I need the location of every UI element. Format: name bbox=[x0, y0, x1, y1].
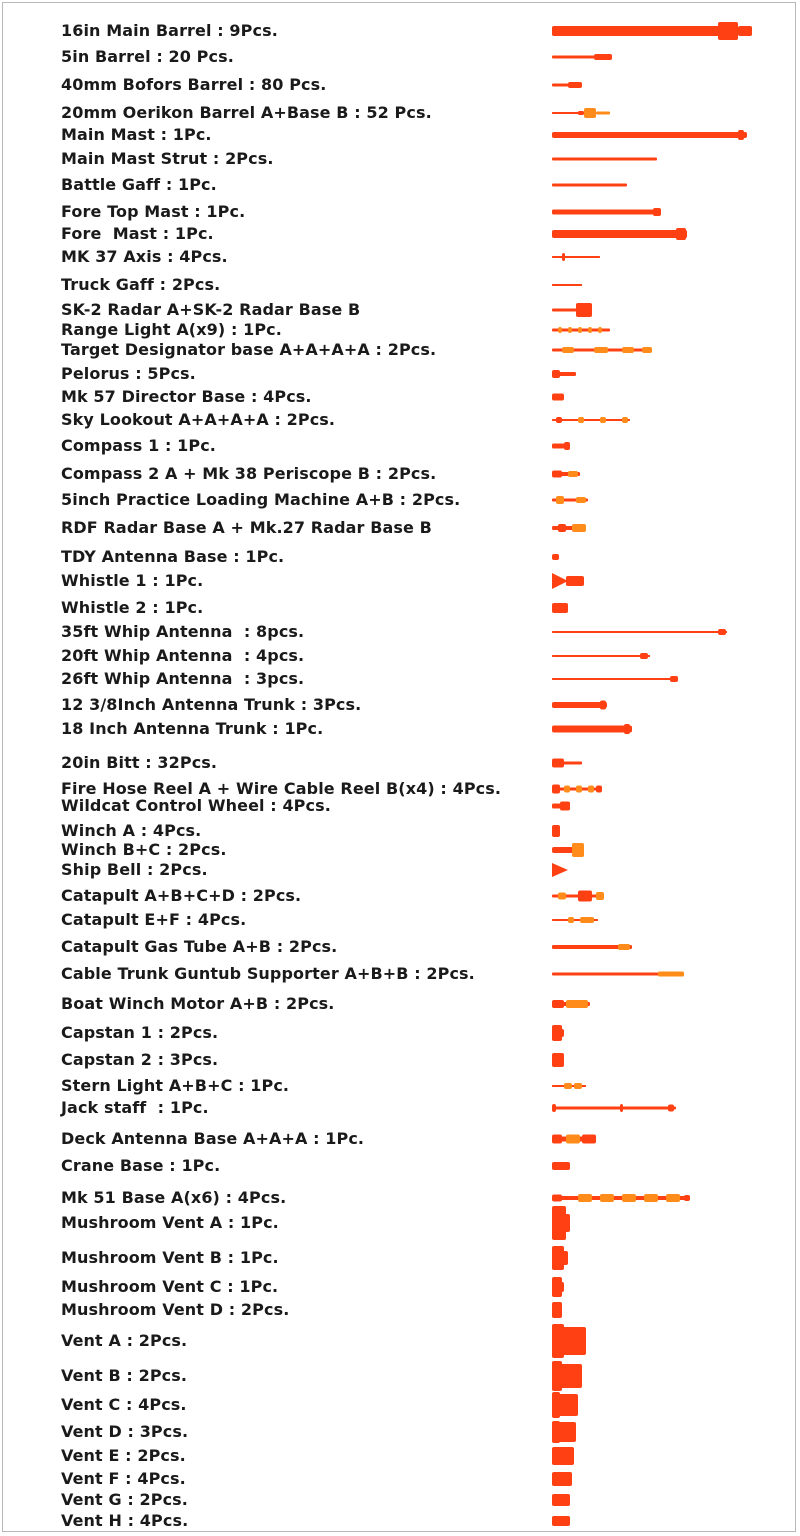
part-shape bbox=[552, 210, 657, 215]
part-shape bbox=[552, 1494, 570, 1506]
list-item bbox=[3, 1510, 797, 1532]
list-item bbox=[3, 993, 797, 1015]
whip-antenna-26ft-icon bbox=[548, 668, 768, 690]
part-shape bbox=[568, 471, 578, 477]
list-item bbox=[3, 1330, 797, 1352]
list-item bbox=[3, 246, 797, 268]
part-shape bbox=[552, 394, 564, 401]
list-item bbox=[3, 1097, 797, 1119]
part-shape bbox=[576, 497, 586, 503]
part-shape bbox=[552, 1361, 562, 1391]
part-shape bbox=[552, 726, 632, 733]
part-shape bbox=[552, 847, 574, 853]
part-shape bbox=[552, 1324, 564, 1358]
part-label: Mushroom Vent D : 2Pcs. bbox=[61, 1300, 290, 1319]
part-label: Mk 51 Base A(x6) : 4Pcs. bbox=[61, 1188, 287, 1207]
part-label: 16in Main Barrel : 9Pcs. bbox=[61, 21, 278, 40]
part-shape bbox=[640, 653, 648, 659]
list-item bbox=[3, 909, 797, 931]
stern-light-icon bbox=[548, 1075, 768, 1097]
part-label: SK-2 Radar A+SK-2 Radar Base B bbox=[61, 300, 361, 319]
antenna-trunk-18in-icon bbox=[548, 718, 768, 740]
part-shape bbox=[653, 208, 661, 216]
compass-1-icon bbox=[548, 435, 768, 457]
list-item bbox=[3, 1128, 797, 1150]
part-shape bbox=[564, 1083, 572, 1089]
part-label: RDF Radar Base A + Mk.27 Radar Base B bbox=[61, 518, 432, 537]
wildcat-wheel-icon bbox=[548, 795, 768, 817]
catapult-abcd-icon bbox=[548, 885, 768, 907]
part-label: Vent H : 4Pcs. bbox=[61, 1511, 189, 1530]
part-shape bbox=[618, 944, 630, 950]
vent-b-icon bbox=[548, 1365, 768, 1387]
part-shape bbox=[560, 1029, 564, 1037]
list-item bbox=[3, 386, 797, 408]
part-label: MK 37 Axis : 4Pcs. bbox=[61, 247, 228, 266]
part-shape bbox=[676, 228, 686, 240]
list-item bbox=[3, 718, 797, 740]
part-shape bbox=[588, 327, 592, 333]
list-item bbox=[3, 694, 797, 716]
bofors-barrel-icon bbox=[548, 74, 768, 96]
part-shape bbox=[582, 1135, 596, 1144]
part-shape bbox=[552, 1195, 562, 1202]
part-label: Catapult Gas Tube A+B : 2Pcs. bbox=[61, 937, 338, 956]
range-light-icon bbox=[548, 319, 768, 341]
part-label: Battle Gaff : 1Pc. bbox=[61, 175, 217, 194]
loading-machine-icon bbox=[548, 489, 768, 511]
part-shape bbox=[596, 892, 604, 900]
list-item bbox=[3, 795, 797, 817]
part-shape bbox=[600, 1194, 614, 1202]
list-item bbox=[3, 963, 797, 985]
part-shape bbox=[578, 327, 582, 333]
catapult-gas-tube-icon bbox=[548, 936, 768, 958]
list-item bbox=[3, 517, 797, 539]
part-label: Compass 1 : 1Pc. bbox=[61, 436, 216, 455]
part-label: Cable Trunk Guntub Supporter A+B+B : 2Pcs. bbox=[61, 964, 475, 983]
part-shape bbox=[584, 108, 596, 118]
cable-trunk-supporter-icon bbox=[548, 963, 768, 985]
jack-staff-icon bbox=[548, 1097, 768, 1119]
whip-antenna-20ft-icon bbox=[548, 645, 768, 667]
part-shape bbox=[552, 1053, 564, 1067]
part-shape bbox=[552, 1135, 562, 1144]
mk37-axis-icon bbox=[548, 246, 768, 268]
part-shape bbox=[552, 132, 747, 138]
part-shape bbox=[670, 676, 678, 682]
part-label: 35ft Whip Antenna : 8pcs. bbox=[61, 622, 305, 641]
part-shape bbox=[642, 347, 652, 353]
capstan-2-icon bbox=[548, 1049, 768, 1071]
part-shape bbox=[622, 1194, 636, 1202]
list-item bbox=[3, 936, 797, 958]
crane-base-icon bbox=[548, 1155, 768, 1177]
part-shape bbox=[552, 1000, 564, 1008]
part-shape bbox=[552, 184, 627, 187]
part-shape bbox=[600, 417, 606, 423]
list-item bbox=[3, 859, 797, 881]
mk57-director-base-icon bbox=[548, 386, 768, 408]
part-shape bbox=[552, 1302, 562, 1318]
list-item bbox=[3, 74, 797, 96]
vent-d-icon bbox=[548, 1421, 768, 1443]
part-shape bbox=[552, 370, 560, 378]
part-label: Vent B : 2Pcs. bbox=[61, 1366, 188, 1385]
part-label: Sky Lookout A+A+A+A : 2Pcs. bbox=[61, 410, 336, 429]
list-item bbox=[3, 1276, 797, 1298]
part-label: 40mm Bofors Barrel : 80 Pcs. bbox=[61, 75, 327, 94]
battle-gaff-icon bbox=[548, 174, 768, 196]
barrel-16in-icon bbox=[548, 20, 768, 42]
part-shape bbox=[622, 347, 634, 353]
part-shape bbox=[568, 917, 574, 923]
part-shape bbox=[564, 442, 570, 450]
winch-bc-icon bbox=[548, 839, 768, 861]
part-label: Vent E : 2Pcs. bbox=[61, 1446, 186, 1465]
part-label: Mushroom Vent B : 1Pc. bbox=[61, 1248, 279, 1267]
part-label: 26ft Whip Antenna : 3pcs. bbox=[61, 669, 305, 688]
list-item bbox=[3, 20, 797, 42]
part-label: TDY Antenna Base : 1Pc. bbox=[61, 547, 285, 566]
list-item bbox=[3, 1247, 797, 1269]
part-shape bbox=[552, 1421, 560, 1443]
list-item bbox=[3, 1468, 797, 1490]
part-label: Main Mast : 1Pc. bbox=[61, 125, 212, 144]
list-item bbox=[3, 1445, 797, 1467]
part-shape bbox=[600, 701, 606, 710]
list-item bbox=[3, 435, 797, 457]
vent-f-icon bbox=[548, 1468, 768, 1490]
list-item bbox=[3, 489, 797, 511]
whistle-1-icon bbox=[548, 570, 768, 592]
part-shape bbox=[684, 1195, 690, 1201]
barrel-5in-icon bbox=[548, 46, 768, 68]
part-label: Compass 2 A + Mk 38 Periscope B : 2Pcs. bbox=[61, 464, 437, 483]
fore-mast-icon bbox=[548, 223, 768, 245]
boat-winch-motor-icon bbox=[548, 993, 768, 1015]
mushroom-vent-a-icon bbox=[548, 1212, 768, 1234]
part-label: Capstan 2 : 3Pcs. bbox=[61, 1050, 219, 1069]
capstan-1-icon bbox=[548, 1022, 768, 1044]
part-shape bbox=[596, 112, 610, 115]
part-shape bbox=[576, 303, 592, 317]
catapult-ef-icon bbox=[548, 909, 768, 931]
main-mast-strut-icon bbox=[548, 148, 768, 170]
vent-g-icon bbox=[548, 1489, 768, 1511]
part-label: Mushroom Vent A : 1Pc. bbox=[61, 1213, 279, 1232]
list-item bbox=[3, 546, 797, 568]
part-shape bbox=[556, 417, 562, 423]
part-shape bbox=[658, 972, 684, 977]
part-shape bbox=[552, 759, 564, 768]
part-label: Vent C : 4Pcs. bbox=[61, 1395, 187, 1414]
list-item bbox=[3, 274, 797, 296]
list-item bbox=[3, 319, 797, 341]
part-shape bbox=[580, 917, 594, 923]
part-shape bbox=[666, 1194, 680, 1202]
deck-antenna-base-icon bbox=[548, 1128, 768, 1150]
part-shape bbox=[552, 702, 607, 708]
part-shape bbox=[568, 327, 572, 333]
part-label: Pelorus : 5Pcs. bbox=[61, 364, 196, 383]
list-item bbox=[3, 46, 797, 68]
part-shape bbox=[552, 1392, 560, 1418]
oerlikon-barrel-icon bbox=[548, 102, 768, 124]
ship-bell-icon bbox=[548, 859, 768, 881]
part-shape bbox=[562, 1214, 570, 1232]
part-label: Vent G : 2Pcs. bbox=[61, 1490, 188, 1509]
part-shape bbox=[552, 230, 687, 238]
part-shape bbox=[718, 22, 738, 40]
part-label: 20ft Whip Antenna : 4pcs. bbox=[61, 646, 305, 665]
part-label: Fire Hose Reel A + Wire Cable Reel B(x4) : 4Pcs. bbox=[61, 779, 502, 798]
part-shape bbox=[566, 1135, 580, 1144]
part-shape bbox=[558, 524, 566, 532]
part-label: Catapult E+F : 4Pcs. bbox=[61, 910, 247, 929]
part-label: Winch A : 4Pcs. bbox=[61, 821, 202, 840]
list-item bbox=[3, 1022, 797, 1044]
list-item bbox=[3, 885, 797, 907]
part-shape bbox=[552, 1516, 570, 1526]
part-shape bbox=[594, 54, 612, 60]
list-item bbox=[3, 1187, 797, 1209]
part-label: Deck Antenna Base A+A+A : 1Pc. bbox=[61, 1129, 365, 1148]
list-item bbox=[3, 223, 797, 245]
part-shape bbox=[568, 82, 582, 88]
part-shape bbox=[572, 843, 584, 857]
part-label: Boat Winch Motor A+B : 2Pcs. bbox=[61, 994, 335, 1013]
part-shape bbox=[566, 576, 584, 586]
tdy-antenna-base-icon bbox=[548, 546, 768, 568]
part-label: 18 Inch Antenna Trunk : 1Pc. bbox=[61, 719, 324, 738]
list-item bbox=[3, 299, 797, 321]
part-shape bbox=[566, 1163, 570, 1169]
part-shape bbox=[552, 1107, 676, 1110]
compass-2-periscope-icon bbox=[548, 463, 768, 485]
part-label: Target Designator base A+A+A+A : 2Pcs. bbox=[61, 340, 437, 359]
part-shape bbox=[624, 724, 630, 734]
part-label: 5inch Practice Loading Machine A+B : 2Pcs. bbox=[61, 490, 461, 509]
part-shape bbox=[552, 655, 650, 657]
part-shape bbox=[552, 26, 727, 36]
part-label: Capstan 1 : 2Pcs. bbox=[61, 1023, 219, 1042]
list-item bbox=[3, 1489, 797, 1511]
list-item bbox=[3, 1155, 797, 1177]
vent-e-icon bbox=[548, 1445, 768, 1467]
list-item bbox=[3, 1394, 797, 1416]
part-shape bbox=[552, 825, 560, 837]
list-item bbox=[3, 1421, 797, 1443]
part-shape bbox=[552, 256, 600, 258]
list-item bbox=[3, 597, 797, 619]
part-label: 20in Bitt : 32Pcs. bbox=[61, 753, 218, 772]
list-item bbox=[3, 1299, 797, 1321]
part-label: Fore Mast : 1Pc. bbox=[61, 224, 214, 243]
part-shape bbox=[562, 347, 574, 353]
list-item bbox=[3, 839, 797, 861]
mushroom-vent-b-icon bbox=[548, 1247, 768, 1269]
part-shape bbox=[588, 786, 594, 793]
part-shape bbox=[578, 1194, 592, 1202]
part-shape bbox=[552, 1472, 572, 1486]
list-item bbox=[3, 1075, 797, 1097]
part-shape bbox=[556, 496, 564, 504]
part-label: Main Mast Strut : 2Pcs. bbox=[61, 149, 274, 168]
bitt-icon bbox=[548, 752, 768, 774]
mk51-base-icon bbox=[548, 1187, 768, 1209]
part-label: Whistle 2 : 1Pc. bbox=[61, 598, 204, 617]
part-shape bbox=[576, 786, 582, 793]
list-item bbox=[3, 339, 797, 361]
part-shape bbox=[566, 1000, 588, 1008]
mushroom-vent-c-icon bbox=[548, 1276, 768, 1298]
part-shape bbox=[552, 603, 568, 613]
list-item bbox=[3, 102, 797, 124]
part-label: Whistle 1 : 1Pc. bbox=[61, 571, 204, 590]
list-item bbox=[3, 621, 797, 643]
part-shape bbox=[552, 1104, 556, 1112]
sky-lookout-icon bbox=[548, 409, 768, 431]
vent-a-icon bbox=[548, 1330, 768, 1352]
part-shape bbox=[552, 309, 578, 312]
part-label: Winch B+C : 2Pcs. bbox=[61, 840, 227, 859]
list-item bbox=[3, 752, 797, 774]
part-label: Stern Light A+B+C : 1Pc. bbox=[61, 1076, 290, 1095]
list-item bbox=[3, 645, 797, 667]
part-shape bbox=[552, 785, 560, 794]
part-shape bbox=[578, 111, 584, 115]
list-item bbox=[3, 668, 797, 690]
part-shape bbox=[552, 471, 562, 478]
part-shape bbox=[620, 1104, 623, 1112]
part-shape bbox=[644, 1194, 658, 1202]
part-label: Vent A : 2Pcs. bbox=[61, 1331, 188, 1350]
rdf-radar-base-icon bbox=[548, 517, 768, 539]
part-shape bbox=[552, 1447, 574, 1465]
part-shape bbox=[574, 1083, 582, 1089]
part-label: Wildcat Control Wheel : 4Pcs. bbox=[61, 796, 331, 815]
part-shape bbox=[562, 1251, 568, 1265]
part-label: Crane Base : 1Pc. bbox=[61, 1156, 221, 1175]
vent-h-icon bbox=[548, 1510, 768, 1532]
part-shape bbox=[552, 554, 559, 560]
part-shape bbox=[564, 786, 570, 793]
part-label: Vent D : 3Pcs. bbox=[61, 1422, 189, 1441]
whistle-2-icon bbox=[548, 597, 768, 619]
pelorus-icon bbox=[548, 363, 768, 385]
part-shape bbox=[558, 893, 566, 900]
part-label: Fore Top Mast : 1Pc. bbox=[61, 202, 246, 221]
list-item bbox=[3, 409, 797, 431]
list-item bbox=[3, 174, 797, 196]
part-shape bbox=[738, 130, 744, 140]
part-shape bbox=[738, 26, 752, 36]
part-label: Range Light A(x9) : 1Pc. bbox=[61, 320, 282, 339]
mushroom-vent-d-icon bbox=[548, 1299, 768, 1321]
list-item bbox=[3, 201, 797, 223]
list-item bbox=[3, 1212, 797, 1234]
fore-top-mast-icon bbox=[548, 201, 768, 223]
part-label: Mk 57 Director Base : 4Pcs. bbox=[61, 387, 312, 406]
list-item bbox=[3, 148, 797, 170]
list-item bbox=[3, 1365, 797, 1387]
vent-c-icon bbox=[548, 1394, 768, 1416]
part-shape bbox=[552, 863, 568, 877]
part-shape bbox=[558, 327, 562, 333]
part-shape bbox=[572, 524, 586, 532]
part-shape bbox=[552, 158, 657, 161]
part-label: 12 3/8Inch Antenna Trunk : 3Pcs. bbox=[61, 695, 362, 714]
antenna-trunk-12in-icon bbox=[548, 694, 768, 716]
part-label: Vent F : 4Pcs. bbox=[61, 1469, 186, 1488]
part-shape bbox=[578, 891, 592, 902]
list-item bbox=[3, 363, 797, 385]
list-item bbox=[3, 1049, 797, 1071]
part-label: Catapult A+B+C+D : 2Pcs. bbox=[61, 886, 302, 905]
part-shape bbox=[562, 253, 565, 261]
part-shape bbox=[552, 419, 630, 421]
part-shape bbox=[596, 786, 602, 793]
sk2-radar-icon bbox=[548, 299, 768, 321]
part-shape bbox=[552, 678, 678, 680]
part-shape bbox=[718, 629, 726, 635]
part-shape bbox=[622, 417, 628, 423]
whip-antenna-35ft-icon bbox=[548, 621, 768, 643]
part-label: 5in Barrel : 20 Pcs. bbox=[61, 47, 234, 66]
list-item bbox=[3, 124, 797, 146]
part-shape bbox=[552, 631, 727, 633]
truck-gaff-icon bbox=[548, 274, 768, 296]
part-shape bbox=[598, 327, 602, 333]
part-shape bbox=[594, 347, 608, 353]
part-label: Truck Gaff : 2Pcs. bbox=[61, 275, 221, 294]
part-shape bbox=[578, 417, 584, 423]
part-shape bbox=[560, 802, 570, 811]
parts-list-sheet bbox=[2, 2, 796, 1532]
part-shape bbox=[552, 573, 568, 589]
part-label: Ship Bell : 2Pcs. bbox=[61, 860, 208, 879]
list-item bbox=[3, 463, 797, 485]
part-shape bbox=[560, 1282, 564, 1292]
part-shape bbox=[668, 1105, 674, 1112]
part-label: 20mm Oerikon Barrel A+Base B : 52 Pcs. bbox=[61, 103, 432, 122]
main-mast-icon bbox=[548, 124, 768, 146]
part-label: Jack staff : 1Pc. bbox=[61, 1098, 209, 1117]
part-shape bbox=[552, 284, 582, 286]
target-designator-icon bbox=[548, 339, 768, 361]
part-label: Mushroom Vent C : 1Pc. bbox=[61, 1277, 279, 1296]
list-item bbox=[3, 570, 797, 592]
